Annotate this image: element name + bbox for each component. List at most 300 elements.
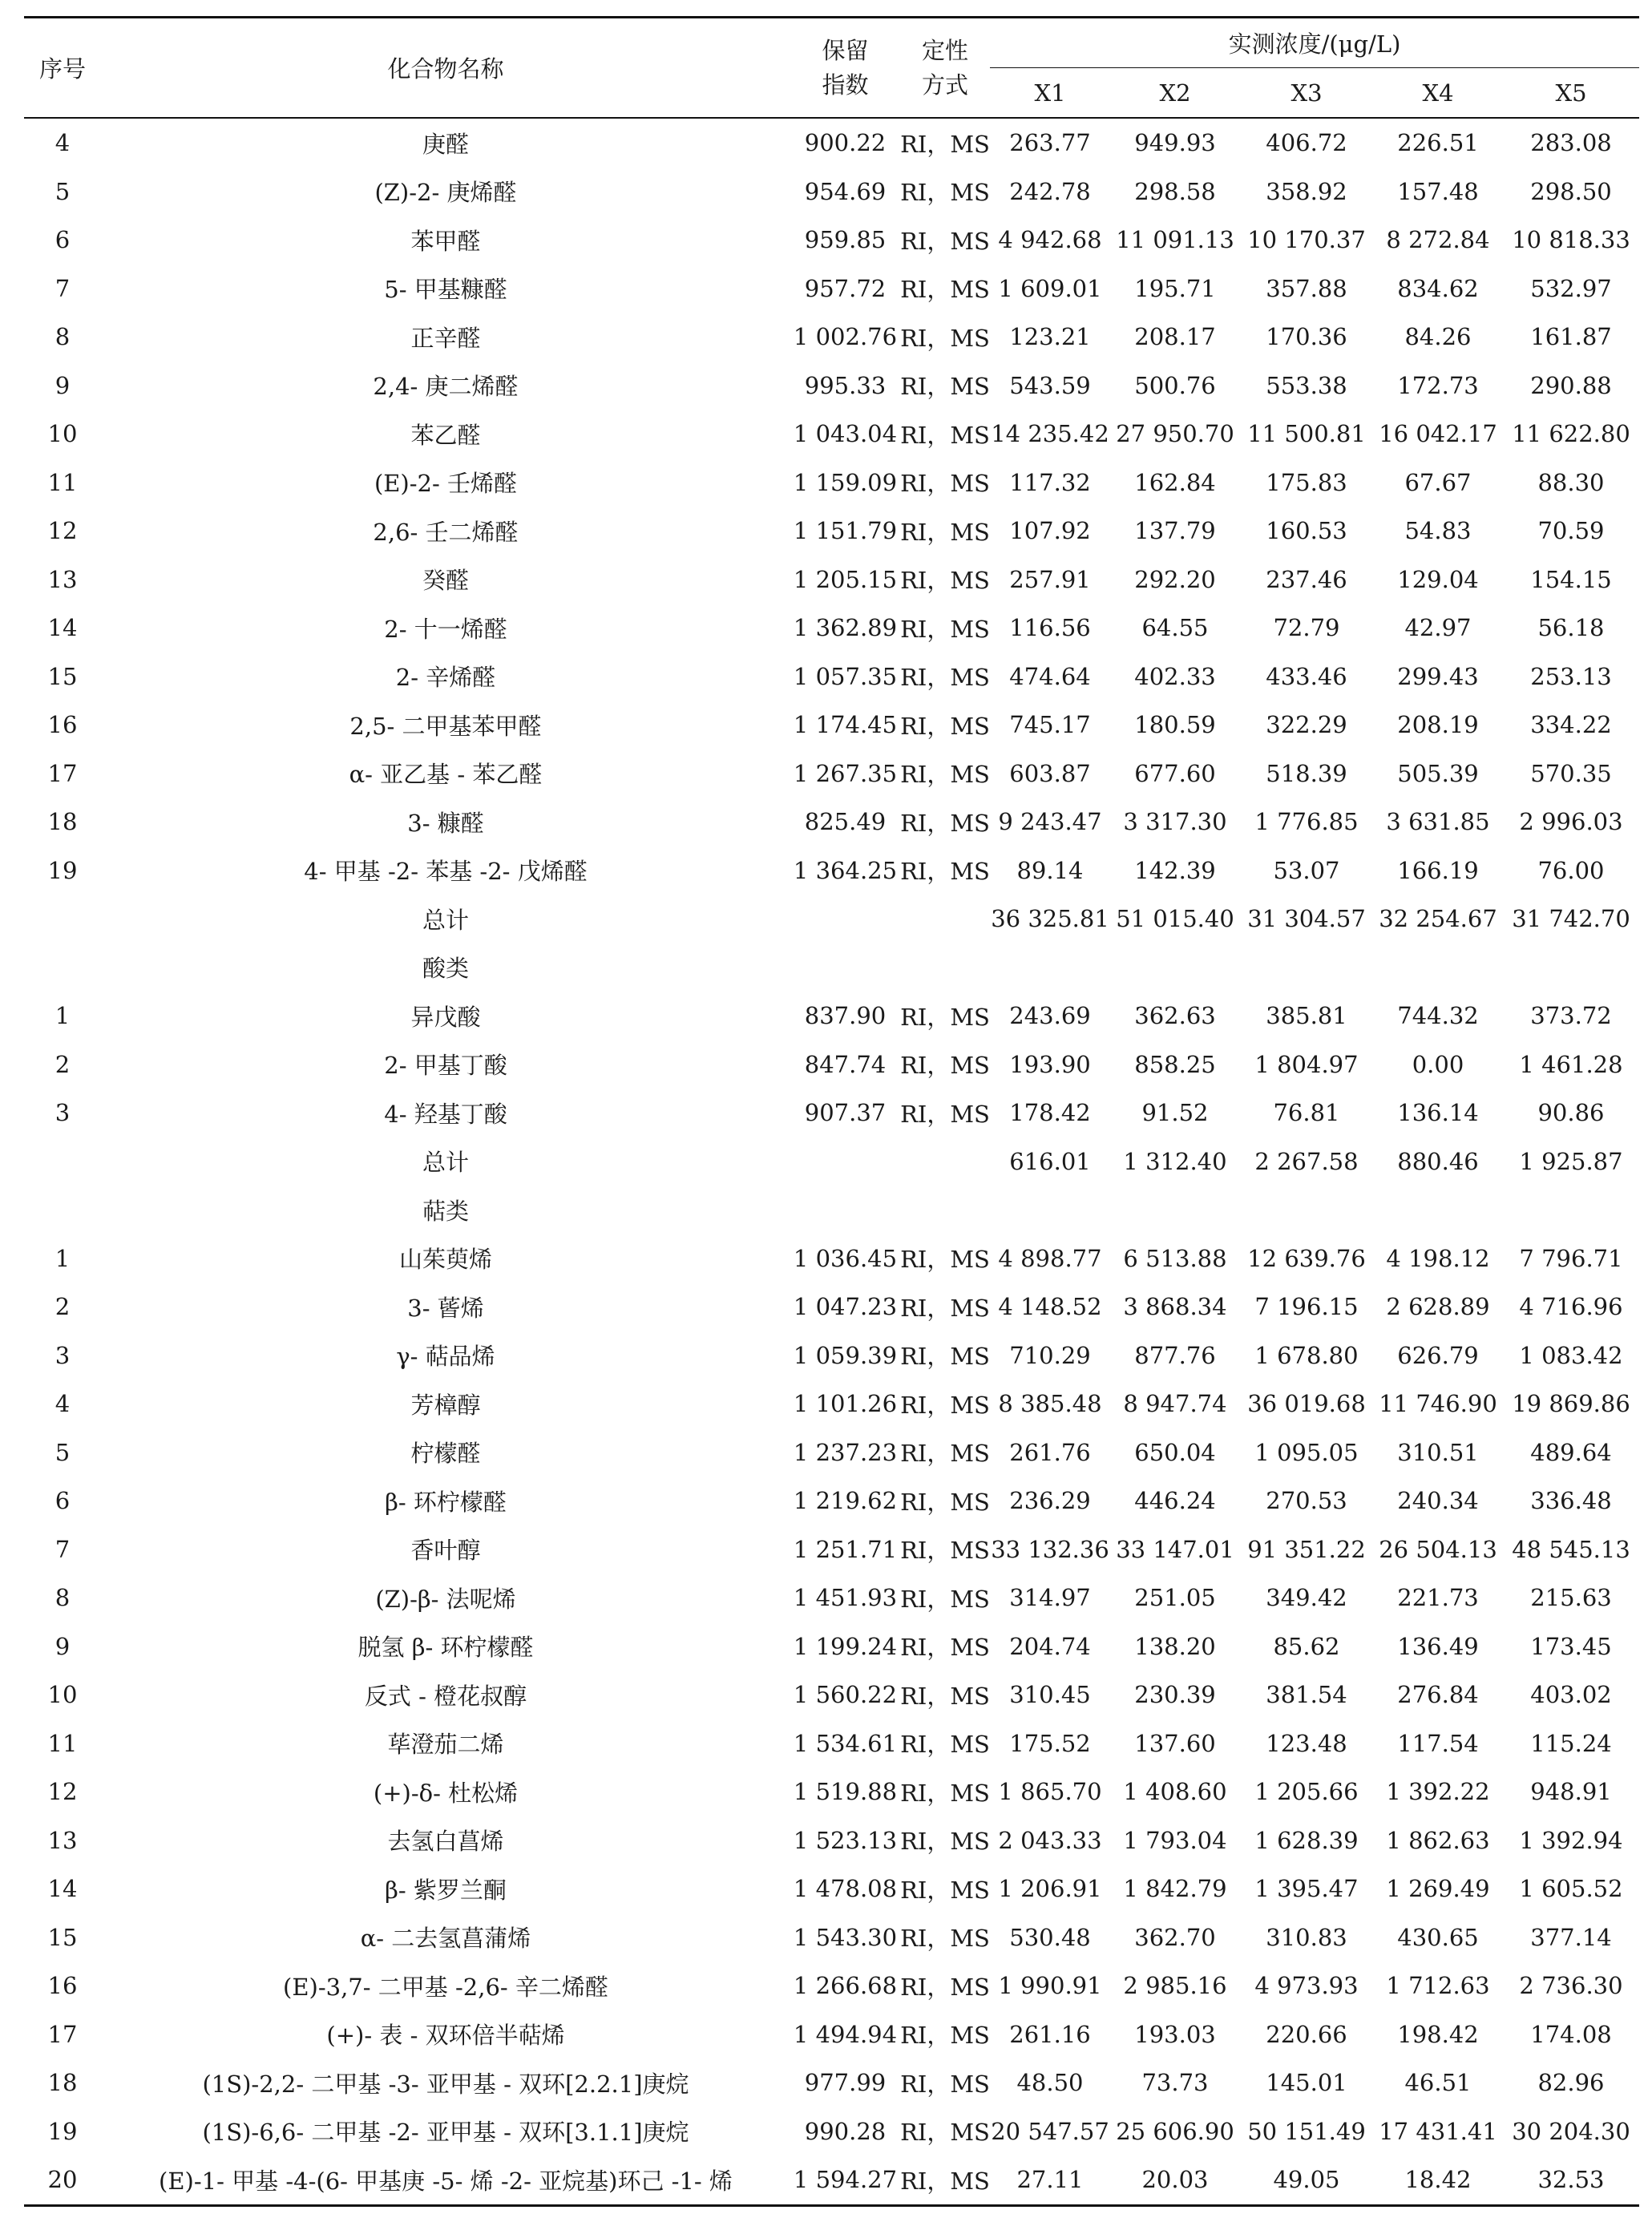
cell-name: (Z)-2- 庚烯醛 xyxy=(374,179,517,207)
cell-ri: 847.74 xyxy=(804,1050,887,1078)
cell-name: (E)-2- 壬烯醛 xyxy=(374,470,518,498)
cell-x4: 67.67 xyxy=(1404,468,1472,496)
table-row xyxy=(24,895,1639,943)
cell-x3: 518.39 xyxy=(1266,759,1347,787)
cell-name: 总计 xyxy=(422,1149,469,1177)
cell-x1: 474.64 xyxy=(1009,662,1091,690)
cell-no: 14 xyxy=(47,614,78,642)
cell-ri: 959.85 xyxy=(804,226,887,254)
cell-name: 山茱萸烯 xyxy=(398,1246,492,1274)
cell-ri: 1 267.35 xyxy=(793,759,898,787)
cell-x4: 505.39 xyxy=(1397,759,1479,787)
table-row xyxy=(24,2058,1639,2107)
table-row xyxy=(24,701,1639,749)
cell-no: 12 xyxy=(47,1778,78,1806)
cell-x5: 76.00 xyxy=(1537,856,1605,884)
cell-method: RI，MS xyxy=(900,1294,990,1322)
cell-ri: 907.37 xyxy=(804,1099,887,1127)
cell-method: RI，MS xyxy=(900,1828,990,1856)
cell-x3: 358.92 xyxy=(1266,177,1347,205)
cell-x2: 138.20 xyxy=(1134,1632,1216,1660)
cell-no: 13 xyxy=(47,565,78,593)
cell-ri: 900.22 xyxy=(804,129,887,157)
cell-ri: 1 237.23 xyxy=(793,1438,898,1466)
table-row xyxy=(24,410,1639,459)
cell-no: 8 xyxy=(55,323,71,351)
table-row xyxy=(24,1622,1639,1671)
cell-method: RI，MS xyxy=(900,1440,990,1468)
cell-method xyxy=(900,895,990,943)
cell-ri: 1 519.88 xyxy=(793,1778,898,1806)
cell-x4: 744.32 xyxy=(1397,1002,1479,1030)
cell-method: RI，MS xyxy=(900,615,990,643)
cell-name: 2,6- 壬二烯醛 xyxy=(373,518,519,546)
cell-no: 10 xyxy=(47,420,78,448)
cell-x3: 385.81 xyxy=(1266,1002,1347,1030)
cell-x1: 616.01 xyxy=(1009,1147,1091,1175)
table-row xyxy=(24,556,1639,604)
cell-no: 13 xyxy=(47,1826,78,1854)
cell-no: 14 xyxy=(47,1875,78,1903)
cell-x4: 117.54 xyxy=(1397,1729,1479,1757)
cell-name: α- 二去氢菖蒲烯 xyxy=(360,1925,531,1953)
cell-ri xyxy=(790,1137,900,1186)
cell-x1: 263.77 xyxy=(1009,129,1091,157)
cell-x2 xyxy=(1110,1186,1240,1234)
table-row xyxy=(24,1040,1639,1089)
cell-x5: 1 461.28 xyxy=(1519,1050,1623,1078)
cell-x5: 283.08 xyxy=(1530,129,1612,157)
cell-ri: 1 219.62 xyxy=(793,1487,898,1515)
cell-x2: 402.33 xyxy=(1134,662,1216,690)
cell-x4: 0.00 xyxy=(1412,1050,1464,1078)
cell-ri: 825.49 xyxy=(804,808,887,836)
cell-name: 苯甲醛 xyxy=(410,227,481,255)
cell-x2: 20.03 xyxy=(1110,2155,1240,2205)
cell-ri: 1 364.25 xyxy=(793,856,898,884)
cell-x1: 20 547.57 xyxy=(991,2117,1109,2145)
table-row xyxy=(24,1574,1639,1622)
table-row xyxy=(24,362,1639,410)
cell-x1: 9 243.47 xyxy=(998,808,1102,836)
cell-x3: 7 196.15 xyxy=(1254,1293,1359,1321)
cell-ri: 1 494.94 xyxy=(793,2020,898,2048)
table-row xyxy=(24,2155,1639,2205)
cell-x5 xyxy=(1503,1186,1639,1234)
cell-ri: 1 101.26 xyxy=(793,1390,898,1418)
cell-x4: 276.84 xyxy=(1397,1681,1479,1709)
cell-method: RI，MS xyxy=(900,1731,990,1759)
cell-name: 3- 蒈烯 xyxy=(407,1294,484,1322)
cell-no: 18 xyxy=(47,2069,78,2097)
cell-x3: 10 170.37 xyxy=(1247,226,1366,254)
cell-x1: 1 609.01 xyxy=(998,274,1102,302)
table-row xyxy=(24,1137,1639,1186)
cell-method: RI，MS xyxy=(900,470,990,498)
cell-no: 18 xyxy=(47,808,78,836)
cell-name: 总计 xyxy=(422,906,469,934)
cell-method: RI，MS xyxy=(900,1343,990,1371)
cell-x2: 858.25 xyxy=(1134,1050,1216,1078)
cell-ri: 1 059.39 xyxy=(793,1341,898,1369)
cell-x1: 36 325.81 xyxy=(991,905,1109,933)
cell-x3: 36 019.68 xyxy=(1247,1390,1366,1418)
cell-x1: 4 942.68 xyxy=(998,226,1102,254)
cell-x4: 129.04 xyxy=(1397,565,1479,593)
cell-no: 17 xyxy=(47,759,78,787)
cell-x5: 298.50 xyxy=(1530,177,1612,205)
table-row xyxy=(24,459,1639,507)
header-sample-x3: X3 xyxy=(1240,68,1373,119)
cell-name: 柠檬醛 xyxy=(410,1440,481,1468)
cell-name: 2,5- 二甲基苯甲醛 xyxy=(349,712,542,740)
cell-x5: 11 622.80 xyxy=(1512,420,1630,448)
cell-ri xyxy=(790,943,900,992)
cell-x5: 253.13 xyxy=(1530,662,1612,690)
cell-x4: 430.65 xyxy=(1397,1923,1479,1951)
table-row xyxy=(24,1380,1639,1428)
cell-x5: 1 083.42 xyxy=(1519,1341,1623,1369)
cell-no: 7 xyxy=(55,274,71,302)
table-row xyxy=(24,1961,1639,2010)
cell-ri: 995.33 xyxy=(804,371,887,399)
cell-x4: 3 631.85 xyxy=(1386,808,1490,836)
table-row xyxy=(24,1671,1639,1719)
table-row xyxy=(24,1719,1639,1768)
cell-x2: 3 317.30 xyxy=(1123,808,1227,836)
table-row xyxy=(24,1816,1639,1865)
cell-x5: 70.59 xyxy=(1537,517,1605,545)
cell-method: RI，MS xyxy=(900,421,990,449)
cell-x1: 543.59 xyxy=(1009,371,1091,399)
cell-x2 xyxy=(1110,943,1240,992)
cell-no: 5 xyxy=(55,1438,71,1466)
table-row xyxy=(24,1913,1639,1962)
header-sample-x2: X2 xyxy=(1110,68,1240,119)
table-row xyxy=(24,313,1639,362)
cell-x2: 251.05 xyxy=(1134,1584,1216,1612)
cell-ri: 1 047.23 xyxy=(793,1293,898,1321)
cell-x5: 336.48 xyxy=(1530,1487,1612,1515)
cell-x5: 1 925.87 xyxy=(1519,1147,1623,1175)
cell-method: RI，MS xyxy=(900,2070,990,2098)
cell-name: 正辛醛 xyxy=(410,324,481,352)
cell-no: 19 xyxy=(47,856,78,884)
cell-method xyxy=(900,943,990,992)
cell-x4: 221.73 xyxy=(1397,1584,1479,1612)
table-row xyxy=(24,216,1639,265)
cell-x3: 406.72 xyxy=(1266,129,1347,157)
header-ri xyxy=(790,18,900,119)
cell-name: 2- 辛烯醛 xyxy=(395,664,496,692)
cell-ri: 837.90 xyxy=(804,1002,887,1030)
cell-x3: 1 205.66 xyxy=(1254,1778,1359,1806)
cell-no xyxy=(24,1186,101,1234)
header-sample-x5: X5 xyxy=(1503,68,1639,119)
cell-x5: 56.18 xyxy=(1537,614,1605,642)
table-row xyxy=(24,1525,1639,1574)
cell-ri: 1 251.71 xyxy=(793,1535,898,1563)
cell-x1: 116.56 xyxy=(1009,614,1091,642)
cell-x3: 237.46 xyxy=(1266,565,1347,593)
header-conc-group: 实测浓度/(μg/L) xyxy=(990,18,1639,68)
cell-x3: 50 151.49 xyxy=(1247,2117,1366,2145)
table-row xyxy=(24,846,1639,895)
cell-name: β- 紫罗兰酮 xyxy=(385,1876,507,1904)
cell-ri: 1 205.15 xyxy=(793,565,898,593)
cell-name: 去氢白菖烯 xyxy=(387,1828,504,1856)
cell-method: RI，MS xyxy=(900,1925,990,1953)
cell-x2: 877.76 xyxy=(1134,1341,1216,1369)
table-row xyxy=(24,168,1639,216)
cell-method: RI，MS xyxy=(900,1682,990,1710)
cell-x3: 1 804.97 xyxy=(1254,1050,1359,1078)
cell-x1: 236.29 xyxy=(1009,1487,1091,1515)
cell-ri: 1 199.24 xyxy=(793,1632,898,1660)
cell-ri: 1 159.09 xyxy=(793,468,898,496)
cell-x5: 154.15 xyxy=(1530,565,1612,593)
cell-x2: 193.03 xyxy=(1134,2020,1216,2048)
cell-name: 5- 甲基糠醛 xyxy=(384,276,507,304)
cell-x5: 174.08 xyxy=(1530,2020,1612,2048)
cell-ri: 1 266.68 xyxy=(793,1972,898,2000)
cell-method: RI，MS xyxy=(900,1585,990,1613)
table-row xyxy=(24,1865,1639,1913)
cell-x4: 136.14 xyxy=(1397,1099,1479,1127)
cell-x3: 53.07 xyxy=(1273,856,1340,884)
cell-method xyxy=(900,1137,990,1186)
cell-no xyxy=(24,1137,101,1186)
cell-name: 癸醛 xyxy=(422,567,469,595)
cell-x3: 72.79 xyxy=(1273,614,1340,642)
cell-x3: 310.83 xyxy=(1266,1923,1347,1951)
cell-x3: 31 304.57 xyxy=(1247,905,1366,933)
cell-name: (E)-1- 甲基 -4-(6- 甲基庚 -5- 烯 -2- 亚烷基)环己 -1- 烯 xyxy=(101,2155,790,2205)
cell-name: 2,4- 庚二烯醛 xyxy=(373,373,519,401)
cell-no: 4 xyxy=(55,129,71,157)
compound-concentration-table xyxy=(24,16,1639,2207)
table-row xyxy=(24,507,1639,556)
cell-x5: 7 796.71 xyxy=(1519,1244,1623,1272)
cell-x5: 377.14 xyxy=(1530,1923,1612,1951)
cell-name: γ- 萜品烯 xyxy=(396,1343,495,1371)
cell-x3 xyxy=(1240,943,1373,992)
cell-no: 16 xyxy=(47,711,78,739)
cell-x2: 6 513.88 xyxy=(1123,1244,1227,1272)
cell-x2: 650.04 xyxy=(1134,1438,1216,1466)
cell-ri: 957.72 xyxy=(804,274,887,302)
cell-x4: 299.43 xyxy=(1397,662,1479,690)
cell-x4: 4 198.12 xyxy=(1386,1244,1490,1272)
cell-method: RI，MS xyxy=(900,1052,990,1080)
cell-x2: 2 985.16 xyxy=(1123,1972,1227,2000)
cell-name: 异戊酸 xyxy=(410,1003,481,1031)
cell-x4: 46.51 xyxy=(1404,2069,1472,2097)
cell-no: 11 xyxy=(47,468,78,496)
cell-x4 xyxy=(1373,943,1503,992)
header-method-text: 定性方式 xyxy=(921,37,968,99)
cell-name: (+)-δ- 杜松烯 xyxy=(373,1779,519,1807)
cell-no: 16 xyxy=(47,1972,78,2000)
cell-method: RI，MS xyxy=(900,2155,990,2205)
cell-x5: 32.53 xyxy=(1503,2155,1639,2205)
cell-x3: 349.42 xyxy=(1266,1584,1347,1612)
cell-x2: 1 408.60 xyxy=(1123,1778,1227,1806)
cell-x4: 17 431.41 xyxy=(1379,2117,1497,2145)
cell-x2: 362.70 xyxy=(1134,1923,1216,1951)
cell-x2: 64.55 xyxy=(1141,614,1209,642)
cell-ri: 1 036.45 xyxy=(793,1244,898,1272)
cell-no: 15 xyxy=(47,1923,78,1951)
cell-method xyxy=(900,1186,990,1234)
cell-x3: 160.53 xyxy=(1266,517,1347,545)
cell-x3: 4 973.93 xyxy=(1254,1972,1359,2000)
cell-x2: 162.84 xyxy=(1134,468,1216,496)
cell-ri: 1 174.45 xyxy=(793,711,898,739)
cell-name: 2- 十一烯醛 xyxy=(384,615,507,643)
cell-x1: 261.76 xyxy=(1009,1438,1091,1466)
cell-x2: 195.71 xyxy=(1134,274,1216,302)
cell-x2: 25 606.90 xyxy=(1116,2117,1234,2145)
cell-x2: 33 147.01 xyxy=(1116,1535,1234,1563)
cell-x5: 48 545.13 xyxy=(1512,1535,1630,1563)
cell-name: 3- 糠醛 xyxy=(407,809,484,837)
cell-name: (1S)-6,6- 二甲基 -2- 亚甲基 - 双环[3.1.1]庚烷 xyxy=(202,2119,689,2147)
cell-x2: 292.20 xyxy=(1134,565,1216,593)
cell-name: 酸类 xyxy=(422,955,469,983)
cell-ri: 990.28 xyxy=(804,2117,887,2145)
cell-x1: 1 206.91 xyxy=(998,1875,1102,1903)
cell-x4: 2 628.89 xyxy=(1386,1293,1490,1321)
cell-x2: 1 312.40 xyxy=(1123,1147,1227,1175)
cell-ri: 1 002.76 xyxy=(793,323,898,351)
cell-x1: 4 148.52 xyxy=(998,1293,1102,1321)
cell-no: 9 xyxy=(55,1632,71,1660)
cell-method: RI，MS xyxy=(900,1488,990,1516)
cell-x1: 4 898.77 xyxy=(998,1244,1102,1272)
cell-name: 2- 甲基丁酸 xyxy=(384,1052,507,1080)
cell-no: 10 xyxy=(47,1681,78,1709)
cell-name: 4- 甲基 -2- 苯基 -2- 戊烯醛 xyxy=(304,858,588,886)
cell-method: RI，MS xyxy=(900,179,990,207)
header-name: 化合物名称 xyxy=(101,18,790,119)
cell-method: RI，MS xyxy=(900,276,990,304)
cell-name: (1S)-2,2- 二甲基 -3- 亚甲基 - 双环[2.2.1]庚烷 xyxy=(202,2070,689,2098)
table-row xyxy=(24,749,1639,798)
cell-x3: 270.53 xyxy=(1266,1487,1347,1515)
cell-x4: 84.26 xyxy=(1404,323,1472,351)
cell-no: 20 xyxy=(24,2155,101,2205)
table-row xyxy=(24,652,1639,701)
cell-no: 1 xyxy=(55,1244,71,1272)
table-row xyxy=(24,943,1639,992)
cell-method: RI，MS xyxy=(900,1876,990,1904)
compound-table-page xyxy=(24,16,1639,2207)
table-row xyxy=(24,604,1639,652)
cell-x4: 208.19 xyxy=(1397,711,1479,739)
cell-ri: 1 057.35 xyxy=(793,662,898,690)
cell-x1: 243.69 xyxy=(1009,1002,1091,1030)
cell-method: RI，MS xyxy=(900,1391,990,1419)
cell-ri: 1 534.61 xyxy=(793,1729,898,1757)
cell-x2: 27 950.70 xyxy=(1116,420,1234,448)
header-sample-x4: X4 xyxy=(1373,68,1503,119)
cell-method: RI，MS xyxy=(900,761,990,789)
cell-x2: 1 842.79 xyxy=(1123,1875,1227,1903)
cell-no: 1 xyxy=(55,1002,71,1030)
table-body xyxy=(24,118,1639,2205)
cell-name: 芳樟醇 xyxy=(410,1391,481,1419)
cell-x5: 290.88 xyxy=(1530,371,1612,399)
table-row xyxy=(24,2010,1639,2059)
cell-x2: 137.79 xyxy=(1134,517,1216,545)
cell-x5: 31 742.70 xyxy=(1512,905,1630,933)
table-row xyxy=(24,118,1639,168)
cell-x5: 1 392.94 xyxy=(1519,1826,1623,1854)
cell-method: RI，MS xyxy=(900,1003,990,1031)
cell-x3: 1 628.39 xyxy=(1254,1826,1359,1854)
cell-x5: 2 736.30 xyxy=(1519,1972,1623,2000)
cell-x5: 30 204.30 xyxy=(1512,2117,1630,2145)
cell-x5: 82.96 xyxy=(1537,2069,1605,2097)
cell-x2: 73.73 xyxy=(1141,2069,1209,2097)
cell-x4: 1 712.63 xyxy=(1386,1972,1490,2000)
cell-x1: 310.45 xyxy=(1009,1681,1091,1709)
cell-x1: 178.42 xyxy=(1009,1099,1091,1127)
cell-x3: 381.54 xyxy=(1266,1681,1347,1709)
cell-x2: 1 793.04 xyxy=(1123,1826,1227,1854)
cell-ri: 1 151.79 xyxy=(793,517,898,545)
cell-x1: 8 385.48 xyxy=(998,1390,1102,1418)
cell-x5: 19 869.86 xyxy=(1512,1390,1630,1418)
cell-x4: 11 746.90 xyxy=(1379,1390,1497,1418)
cell-x3: 357.88 xyxy=(1266,274,1347,302)
cell-no xyxy=(24,895,101,943)
cell-x2: 142.39 xyxy=(1134,856,1216,884)
cell-method: RI，MS xyxy=(900,130,990,158)
cell-method: RI，MS xyxy=(900,324,990,352)
cell-x2: 91.52 xyxy=(1141,1099,1209,1127)
table-row xyxy=(24,1428,1639,1477)
cell-x4: 198.42 xyxy=(1397,2020,1479,2048)
cell-x4: 310.51 xyxy=(1397,1438,1479,1466)
cell-x4: 54.83 xyxy=(1404,517,1472,545)
cell-x3: 322.29 xyxy=(1266,711,1347,739)
cell-name: 荜澄茄二烯 xyxy=(387,1731,504,1759)
cell-ri: 954.69 xyxy=(804,177,887,205)
cell-x5: 334.22 xyxy=(1530,711,1612,739)
cell-x2: 3 868.34 xyxy=(1123,1293,1227,1321)
header-no: 序号 xyxy=(24,18,101,119)
cell-x5: 161.87 xyxy=(1530,323,1612,351)
cell-x2: 362.63 xyxy=(1134,1002,1216,1030)
cell-x4: 626.79 xyxy=(1397,1341,1479,1369)
cell-name: (Z)-β- 法呢烯 xyxy=(375,1585,516,1613)
table-row xyxy=(24,1234,1639,1283)
table-row xyxy=(24,1089,1639,1137)
cell-no: 2 xyxy=(55,1050,71,1078)
cell-x1: 242.78 xyxy=(1009,177,1091,205)
cell-x1 xyxy=(990,943,1110,992)
cell-x3: 433.46 xyxy=(1266,662,1347,690)
cell-x3: 1 095.05 xyxy=(1254,1438,1359,1466)
cell-x4: 1 269.49 xyxy=(1386,1875,1490,1903)
cell-ri: 977.99 xyxy=(804,2069,887,2097)
cell-x3: 1 395.47 xyxy=(1254,1875,1359,1903)
cell-x1 xyxy=(990,1186,1110,1234)
cell-x3: 175.83 xyxy=(1266,468,1347,496)
cell-x5: 1 605.52 xyxy=(1519,1875,1623,1903)
